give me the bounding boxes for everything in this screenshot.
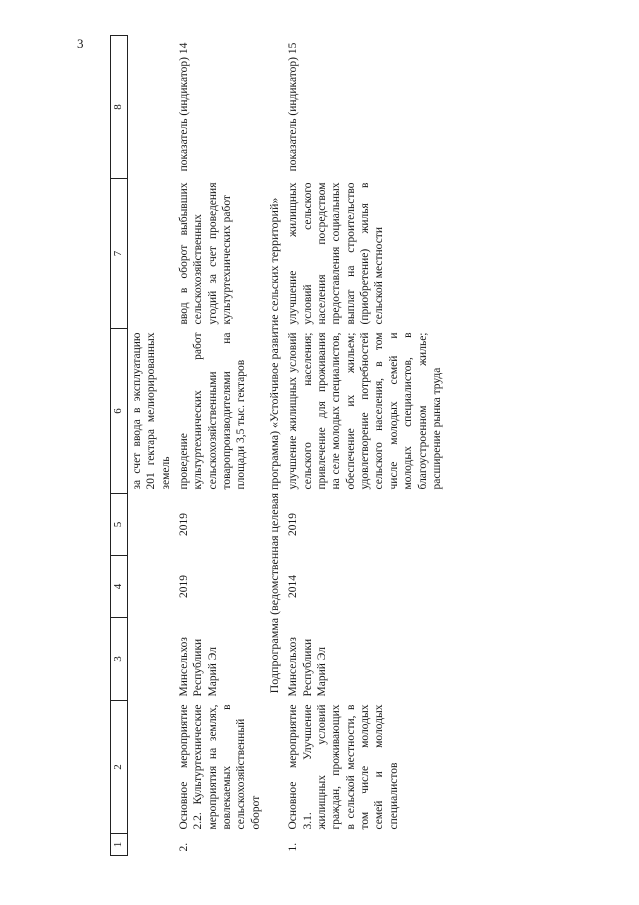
expected-result: улучшение жилищных условий сельского населения; привлечение для проживания на селе молодых специалистов, обеспечение их жильем; удовлетворение потребностей сельского населения, в том числе молодых семей и молодых специалистов, в благоустроенном жилье; расширение рынка труда — [287, 332, 443, 490]
indicator-link: показатель (индикатор) 14 — [177, 42, 190, 172]
column-number: 7 — [111, 179, 128, 329]
subprogram-title: Подпрограмма (ведомственная целевая программа) «Устойчивое развитие сельских территорий» — [267, 197, 282, 694]
executor: Минсельхоз Республики Марий Эл — [287, 637, 328, 697]
row-number: 1. — [287, 842, 300, 852]
column-number: 2 — [111, 701, 128, 834]
row-number: 2. — [177, 842, 190, 852]
end-year: 2019 — [287, 513, 300, 536]
continuation-row — [127, 36, 175, 856]
consequence: улучшение жилищных условий сельского населения посредством предоставления социальных выплат на строительство (приобретение) жилья в сельской местности — [287, 182, 386, 325]
measures-table — [110, 35, 446, 856]
measure-name: Основное мероприятие 2.2. Культуртехнические мероприятия на землях, вовлекаемых в сельскохозяйственный оборот — [177, 704, 262, 830]
table-row — [284, 36, 446, 856]
subprogram-row — [265, 36, 284, 856]
end-year: 2019 — [177, 513, 190, 536]
executor: Минсельхоз Республики Марий Эл — [177, 637, 219, 697]
start-year: 2014 — [287, 575, 300, 598]
column-number: 1 — [111, 834, 128, 856]
continuation-text: за счет ввода в эксплуатацию 201 гектара мелиорированных земель — [130, 332, 172, 490]
column-number: 3 — [111, 618, 128, 701]
page-number: 3 — [77, 36, 84, 51]
rotated-table-container — [110, 36, 580, 856]
table-row — [175, 36, 265, 856]
start-year: 2019 — [177, 575, 190, 598]
expected-result: проведение культуртехнических работ сельскохозяйственными товаропроизводителями на площади 3,5 тыс. гектаров — [177, 332, 248, 490]
column-number: 8 — [111, 36, 128, 179]
column-number-row — [111, 36, 128, 856]
consequence: ввод в оборот выбывших сельскохозяйственных угодий за счет проведения культуртехнических работ — [177, 182, 233, 325]
column-number: 6 — [111, 329, 128, 494]
indicator-link: показатель (индикатор) 15 — [287, 42, 300, 172]
column-number: 5 — [111, 494, 128, 556]
column-number: 4 — [111, 556, 128, 618]
measure-name: Основное мероприятие 3.1. Улучшение жилищных условий граждан, проживающих в сельской местности, в том числе молодых семей и молодых специалистов — [287, 704, 400, 830]
